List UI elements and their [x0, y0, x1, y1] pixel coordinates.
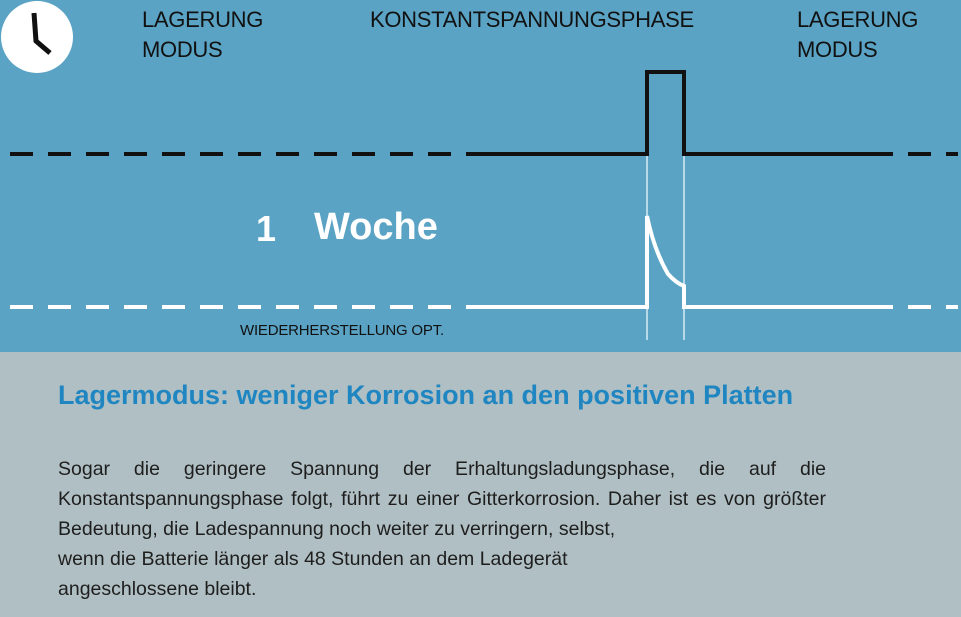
description-panel	[0, 352, 961, 617]
voltage-line-solid	[472, 72, 870, 154]
clock-icon	[0, 0, 74, 74]
duration-unit: Woche	[314, 206, 438, 248]
recovery-label: WIEDERHERSTELLUNG OPT.	[240, 322, 444, 339]
storage-mode-label-right: LAGERUNG MODUS	[797, 7, 919, 62]
storage-mode-label-left: LAGERUNG MODUS	[142, 7, 264, 62]
section-heading: Lagermodus: weniger Korrosion an den positiven Platten	[58, 380, 794, 410]
section-body: Sogar die geringere Spannung der Erhaltungsladungsphase, die auf die Konstantspannungsphase folgt, führt zu einer Gitterkorrosion. Daher ist es von größter Bedeutung, die Ladespannung noch weiter zu verringern, selbst, wenn die Batterie länger als 48 Stunden an dem Ladegerät angeschlossene bleibt.	[58, 458, 826, 600]
constant-voltage-phase-label: KONSTANTSPANNUNGSPHASE	[370, 7, 694, 32]
duration-value: 1	[256, 208, 277, 249]
current-line-solid	[472, 216, 870, 307]
